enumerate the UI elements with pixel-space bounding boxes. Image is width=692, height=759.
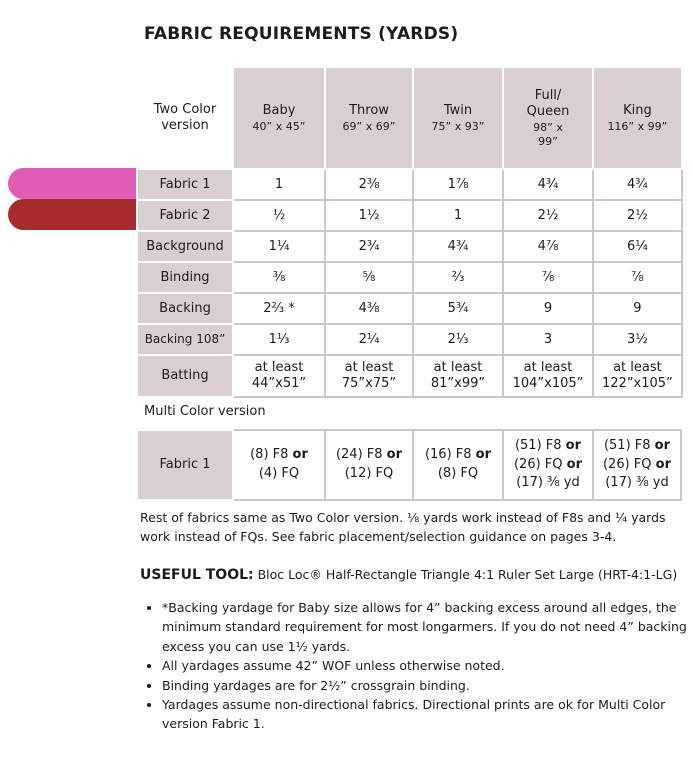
multi-color-version-heading: Multi Color version — [144, 404, 266, 419]
table-row — [137, 293, 682, 324]
rest-of-fabrics-note: Rest of fabrics same as Two Color version. ⅛ yards work instead of F8s and ¼ yards work instead of FQs. See fabric placement/selection guidance on pages 3-4. — [140, 510, 666, 545]
table-cell: 1 — [413, 200, 503, 231]
column-size: 69” x 69” — [342, 120, 396, 134]
table-cell: 2⅜ — [325, 169, 413, 200]
or-keyword: or — [566, 456, 582, 472]
header-row — [137, 67, 682, 169]
table-cell: ⅜ — [233, 262, 325, 293]
table-cell: ⅔ — [413, 262, 503, 293]
table-row — [137, 200, 682, 231]
table-cell: 3 — [503, 324, 593, 355]
table-cell: at least 81”x99” — [413, 355, 503, 397]
table-cell: ⅝ — [325, 262, 413, 293]
table-cell — [325, 430, 413, 500]
cell-line: (17) ⅜ yd — [605, 475, 669, 491]
cell-line: (8) FQ — [437, 466, 479, 481]
table-cell — [593, 430, 681, 500]
table-cell: 2⅓ — [413, 324, 503, 355]
page-title: FABRIC REQUIREMENTS (YARDS) — [144, 24, 459, 44]
row-label: Backing 108” — [137, 324, 233, 355]
table-cell: 4¾ — [413, 231, 503, 262]
table-row — [137, 262, 682, 293]
table-cell: at least 44”x51” — [233, 355, 325, 397]
table-row — [137, 231, 682, 262]
table-cell: ⅞ — [503, 262, 593, 293]
column-size: 75” x 93” — [431, 120, 485, 134]
row-label: Fabric 2 — [137, 200, 233, 231]
table-cell: at least 104”x105” — [503, 355, 593, 397]
cell-line: (12) FQ — [344, 466, 394, 481]
table-cell: 2⅔ * — [233, 293, 325, 324]
column-size: 116” x 99” — [607, 120, 668, 134]
table-cell: at least 122”x105” — [593, 355, 682, 397]
useful-tool-text: Bloc Loc® Half-Rectangle Triangle 4:1 Ruler Set Large (HRT-4:1-LG) — [257, 567, 678, 582]
table-cell — [413, 430, 503, 500]
table-cell: 2¾ — [325, 231, 413, 262]
row-label: Background — [137, 231, 233, 262]
or-keyword: or — [386, 447, 403, 463]
cell-line: (51) F8 or — [514, 437, 582, 453]
or-keyword: or — [292, 447, 308, 463]
cell-line: (16) F8 or — [424, 447, 492, 463]
table-cell: 5¾ — [413, 293, 503, 324]
table-cell: 2¼ — [325, 324, 413, 355]
table-cell: 6¼ — [593, 231, 682, 262]
table-cell: 3½ — [593, 324, 682, 355]
table-row — [137, 324, 682, 355]
table-cell — [503, 430, 593, 500]
list-item: • Yardages assume non-directional fabrics. Directional prints are ok for Multi Color version Fabric 1. — [162, 695, 692, 734]
table-row — [137, 169, 682, 200]
cell-line: (24) F8 or — [335, 447, 403, 463]
column-name: Throw — [349, 102, 389, 118]
cell-line: (51) F8 or — [603, 437, 671, 453]
multi-color-requirements-table — [136, 429, 682, 501]
cell-line: (4) FQ — [258, 466, 300, 481]
row-label: Batting — [137, 355, 233, 397]
or-keyword: or — [565, 437, 582, 453]
column-size: 98” x 99” — [533, 121, 563, 148]
table-cell — [233, 430, 325, 500]
column-header-throw — [325, 67, 413, 169]
or-keyword: or — [475, 447, 492, 463]
table-cell: 4¾ — [593, 169, 682, 200]
list-item: • All yardages assume 42” WOF unless otherwise noted. — [162, 656, 692, 675]
column-name: Full/ Queen — [526, 88, 570, 119]
column-header-baby — [233, 67, 325, 169]
table-cell: 1 — [233, 169, 325, 200]
two-color-requirements-table — [136, 66, 683, 398]
table-cell: 1½ — [325, 200, 413, 231]
table-cell: 9 — [503, 293, 593, 324]
or-keyword: or — [654, 437, 671, 453]
useful-tool-label: USEFUL TOOL: — [140, 567, 254, 583]
row-label: Fabric 1 — [137, 169, 233, 200]
column-name: Baby — [262, 102, 296, 118]
cell-line: (8) F8 or — [250, 447, 308, 463]
notes-list — [140, 598, 692, 734]
table-cell: 4⅜ — [325, 293, 413, 324]
two-color-version-label: Two Color version — [137, 67, 233, 169]
row-label: Fabric 1 — [137, 430, 233, 500]
table-row — [137, 355, 682, 397]
column-size: 40” x 45” — [252, 120, 306, 134]
column-header-king — [593, 67, 682, 169]
table-cell: 1⅓ — [233, 324, 325, 355]
column-name: King — [623, 102, 652, 118]
table-cell: at least 75”x75” — [325, 355, 413, 397]
useful-tool-line — [140, 567, 677, 583]
fabric-2-color-swatch — [8, 199, 144, 230]
row-label: Backing — [137, 293, 233, 324]
table-cell: ⅞ — [593, 262, 682, 293]
cell-line: (26) FQ or — [513, 456, 582, 472]
list-item: • *Backing yardage for Baby size allows for 4” backing excess around all edges, the minimum standard requirement for most longarmers. If you do not need 4” backing excess you can use 1½ yards. — [162, 598, 692, 656]
column-header-twin — [413, 67, 503, 169]
table-row — [137, 430, 681, 500]
table-cell: 2½ — [503, 200, 593, 231]
table-cell: 2½ — [593, 200, 682, 231]
table-cell: 9 — [593, 293, 682, 324]
table-cell: 1¼ — [233, 231, 325, 262]
cell-line: (26) FQ or — [602, 456, 671, 472]
list-item: • Binding yardages are for 2½” crossgrain binding. — [162, 676, 692, 695]
table-cell: ½ — [233, 200, 325, 231]
row-label: Binding — [137, 262, 233, 293]
fabric-1-color-swatch — [8, 168, 144, 199]
table-cell: 1⅞ — [413, 169, 503, 200]
table-cell: 4¾ — [503, 169, 593, 200]
or-keyword: or — [655, 456, 671, 472]
table-cell: 4⅞ — [503, 231, 593, 262]
cell-line: (17) ⅜ yd — [516, 475, 580, 491]
column-header-full-queen — [503, 67, 593, 169]
column-name: Twin — [443, 102, 473, 118]
